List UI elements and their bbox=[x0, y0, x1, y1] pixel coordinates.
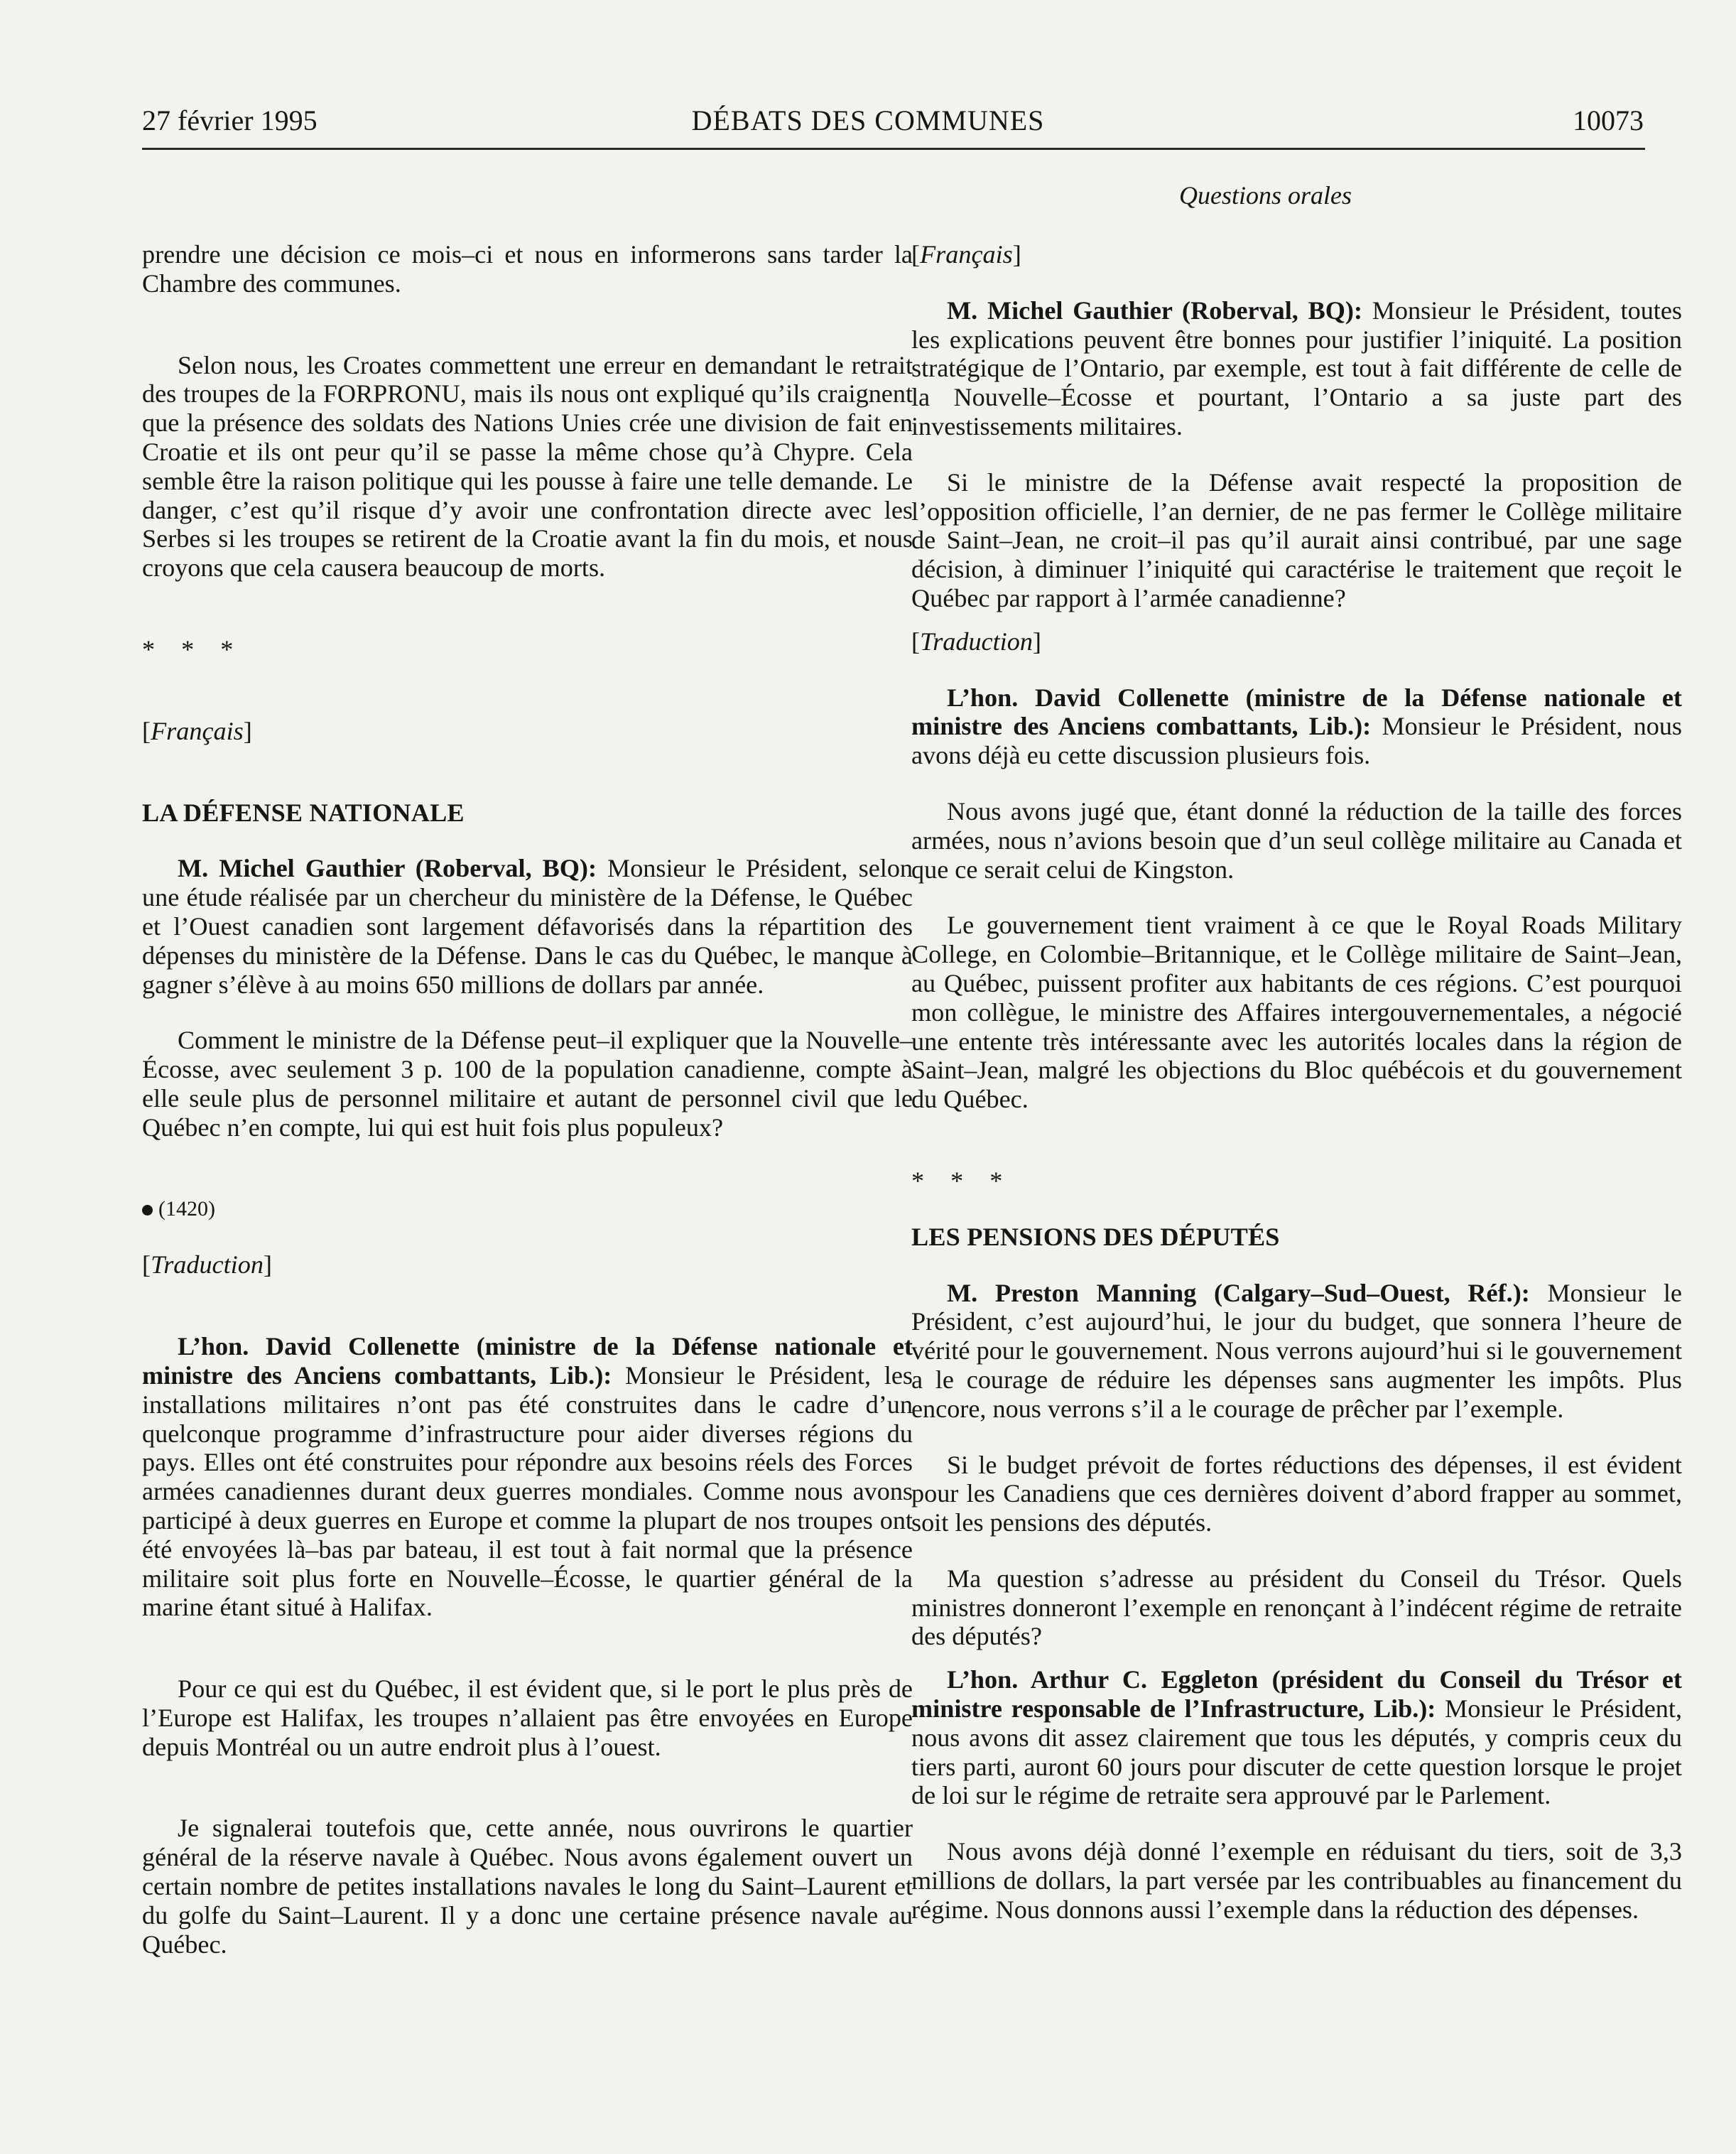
section-separator: * * * bbox=[911, 1166, 1013, 1195]
language-marker: [Français] bbox=[911, 240, 1021, 269]
speaker-name: M. Preston Manning (Calgary–Sud–Ouest, Réf.): bbox=[947, 1278, 1530, 1307]
speech-text: Monsieur le Président, les installations militaires n’ont pas été construites dans le cadre d’un quelconque programme d’infrastructure pour aider diverses régions du pays. Elles ont été construites pour répondre aux besoins réels des Forces armées canadiennes durant deux guerres mondiales. Comme nous avons participé à deux guerres en Europe et comme la plupart de nos troupes ont été envoyées là–bas par bateau, il est tout à fait normal que la présence militaire soit plus forte en Nouvelle–Écosse, le quartier général de la marine étant situé à Halifax. bbox=[142, 1360, 913, 1622]
paragraph: Je signalerai toutefois que, cette année, nous ouvrirons le quartier général de la réserve navale à Québec. Nous avons également ouvert un certain nombre de petites installations navales le long du Saint–Laurent et du golfe du Saint–Laurent. Il y a donc une certaine présence navale au Québec. bbox=[142, 1814, 913, 1959]
paragraph: Ma question s’adresse au président du Conseil du Trésor. Quels ministres donneront l’exemple en renonçant à l’indécent régime de retraite des députés? bbox=[911, 1564, 1682, 1651]
paragraph: Si le budget prévoit de fortes réductions des dépenses, il est évident pour les Canadiens que ces dernières doivent d’abord frapper au sommet, soit les pensions des députés. bbox=[911, 1450, 1682, 1537]
paragraph: Le gouvernement tient vraiment à ce que le Royal Roads Military College, en Colombie–Britannique, et le Collège militaire de Saint–Jean, au Québec, puissent profiter aux habitants de ces régions. C’est pourquoi mon collègue, le ministre des Affaires intergouvernementales, a négocié une entente très intéressante avec les autorités locales dans la région de Saint–Jean, malgré les objections du Bloc québécois et du gouvernement du Québec. bbox=[911, 911, 1682, 1114]
speech-paragraph bbox=[142, 854, 913, 999]
bullet-icon bbox=[142, 1205, 153, 1216]
speech-paragraph bbox=[911, 683, 1682, 770]
header-title: DÉBATS DES COMMUNES bbox=[691, 104, 1045, 136]
language-marker: [Traduction] bbox=[911, 627, 1041, 656]
paragraph: Si le ministre de la Défense avait respecté la proposition de l’opposition officielle, l’an dernier, de ne pas fermer le Collège militaire de Saint–Jean, ne croit–il pas qu’il aurait ainsi contribué, par une sage décision, à diminuer l’iniquité qui caractérise le traitement que reçoit le Québec par rapport à l’armée canadienne? bbox=[911, 467, 1682, 612]
paragraph: Selon nous, les Croates commettent une erreur en demandant le retrait des troupes de la FORPRONU, mais ils nous ont expliqué qu’ils craignent que la présence des soldats des Nations Unies crée une division de fait en Croatie et ils ont peur qu’il se passe la même chose qu’à Chypre. Cela semble être la raison politique qui les pousse à faire une telle demande. Le danger, c’est qu’il risque d’y avoir une confrontation directe avec les Serbes si les troupes se retirent de la Croatie avant la fin du mois, et nous croyons que cela causera beaucoup de morts. bbox=[142, 350, 913, 583]
paragraph: Comment le ministre de la Défense peut–il expliquer que la Nouvelle–Écosse, avec seulement 3 p. 100 de la population canadienne, compte à elle seule plus de personnel militaire et autant de personnel civil que le Québec n’en compte, lui qui est huit fois plus populeux? bbox=[142, 1026, 913, 1142]
paragraph: prendre une décision ce mois–ci et nous en informerons sans tarder la Chambre des communes. bbox=[142, 240, 913, 298]
header-rule bbox=[142, 148, 1645, 150]
section-heading: LA DÉFENSE NATIONALE bbox=[142, 798, 465, 827]
speech-paragraph bbox=[911, 296, 1682, 441]
running-head: Questions orales bbox=[1179, 181, 1352, 210]
speech-paragraph bbox=[142, 1332, 913, 1622]
speech-text: Monsieur le Président, nous avons déjà eu cette discussion plusieurs fois. bbox=[911, 712, 1682, 770]
right-column bbox=[911, 240, 1682, 1925]
language-marker: [Traduction] bbox=[142, 1250, 272, 1279]
speech-text: Monsieur le Président, toutes les explications peuvent être bonnes pour justifier l’iniquité. La position stratégique de l’Ontario, par exemple, est tout à fait différente de celle de la Nouvelle–Écosse et pourtant, l’Ontario a sa juste part des investissements militaires. bbox=[911, 296, 1682, 440]
paragraph: Nous avons déjà donné l’exemple en réduisant du tiers, soit de 3,3 millions de dollars, la part versée par les contribuables au financement du régime. Nous donnons aussi l’exemple dans la réduction des dépenses. bbox=[911, 1837, 1682, 1924]
speech-text: Monsieur le Président, selon une étude réalisée par un chercheur du ministère de la Défense, le Québec et l’Ouest canadien sont largement défavorisés dans la répartition des dépenses du ministère de la Défense. Dans le cas du Québec, le manque à gagner s’élève à au moins 650 millions de dollars par année. bbox=[142, 854, 913, 999]
speech-paragraph bbox=[911, 1279, 1682, 1424]
speech-text: Monsieur le Président, nous avons dit assez clairement que tous les députés, y compris ceux du tiers parti, auront 60 jours pour discuter de cette question lorsque le projet de loi sur le régime de retraite sera approuvé par le Parlement. bbox=[911, 1694, 1682, 1810]
speaker-name: M. Michel Gauthier (Roberval, BQ): bbox=[947, 296, 1362, 325]
speaker-name: L’hon. David Collenette (ministre de la Défense nationale et ministre des Anciens combattants, Lib.): bbox=[911, 683, 1682, 741]
speaker-name: M. Michel Gauthier (Roberval, BQ): bbox=[178, 854, 597, 883]
time-marker: (1420) bbox=[142, 1195, 913, 1224]
speaker-name: L’hon. David Collenette (ministre de la Défense nationale et ministre des Anciens combattants, Lib.): bbox=[142, 1332, 913, 1390]
paragraph: Nous avons jugé que, étant donné la réduction de la taille des forces armées, nous n’avions besoin que d’un seul collège militaire au Canada et que ce serait celui de Kingston. bbox=[911, 796, 1682, 884]
section-heading: LES PENSIONS DES DÉPUTÉS bbox=[911, 1222, 1280, 1251]
page-number: 10073 bbox=[1573, 104, 1644, 136]
left-column bbox=[142, 240, 913, 1959]
paragraph: Pour ce qui est du Québec, il est évident que, si le port le plus près de l’Europe est Halifax, les troupes n’allaient pas être envoyées en Europe depuis Montréal ou un autre endroit plus à l’ouest. bbox=[142, 1674, 913, 1761]
header-date: 27 février 1995 bbox=[142, 104, 318, 136]
speaker-name: L’hon. Arthur C. Eggleton (président du Conseil du Trésor et ministre responsable de l’Infrastructure, Lib.): bbox=[911, 1665, 1682, 1723]
section-separator: * * * bbox=[142, 634, 244, 664]
language-marker: [Français] bbox=[142, 716, 252, 745]
speech-paragraph bbox=[911, 1665, 1682, 1810]
speech-text: Monsieur le Président, c’est aujourd’hui, le jour du budget, que sonnera l’heure de vérité pour le gouvernement. Nous verrons aujourd’hui si le gouvernement a le courage de réduire les dépenses sans augmenter les impôts. Plus encore, nous verrons s’il a le courage de prêcher par l’exemple. bbox=[911, 1278, 1682, 1423]
